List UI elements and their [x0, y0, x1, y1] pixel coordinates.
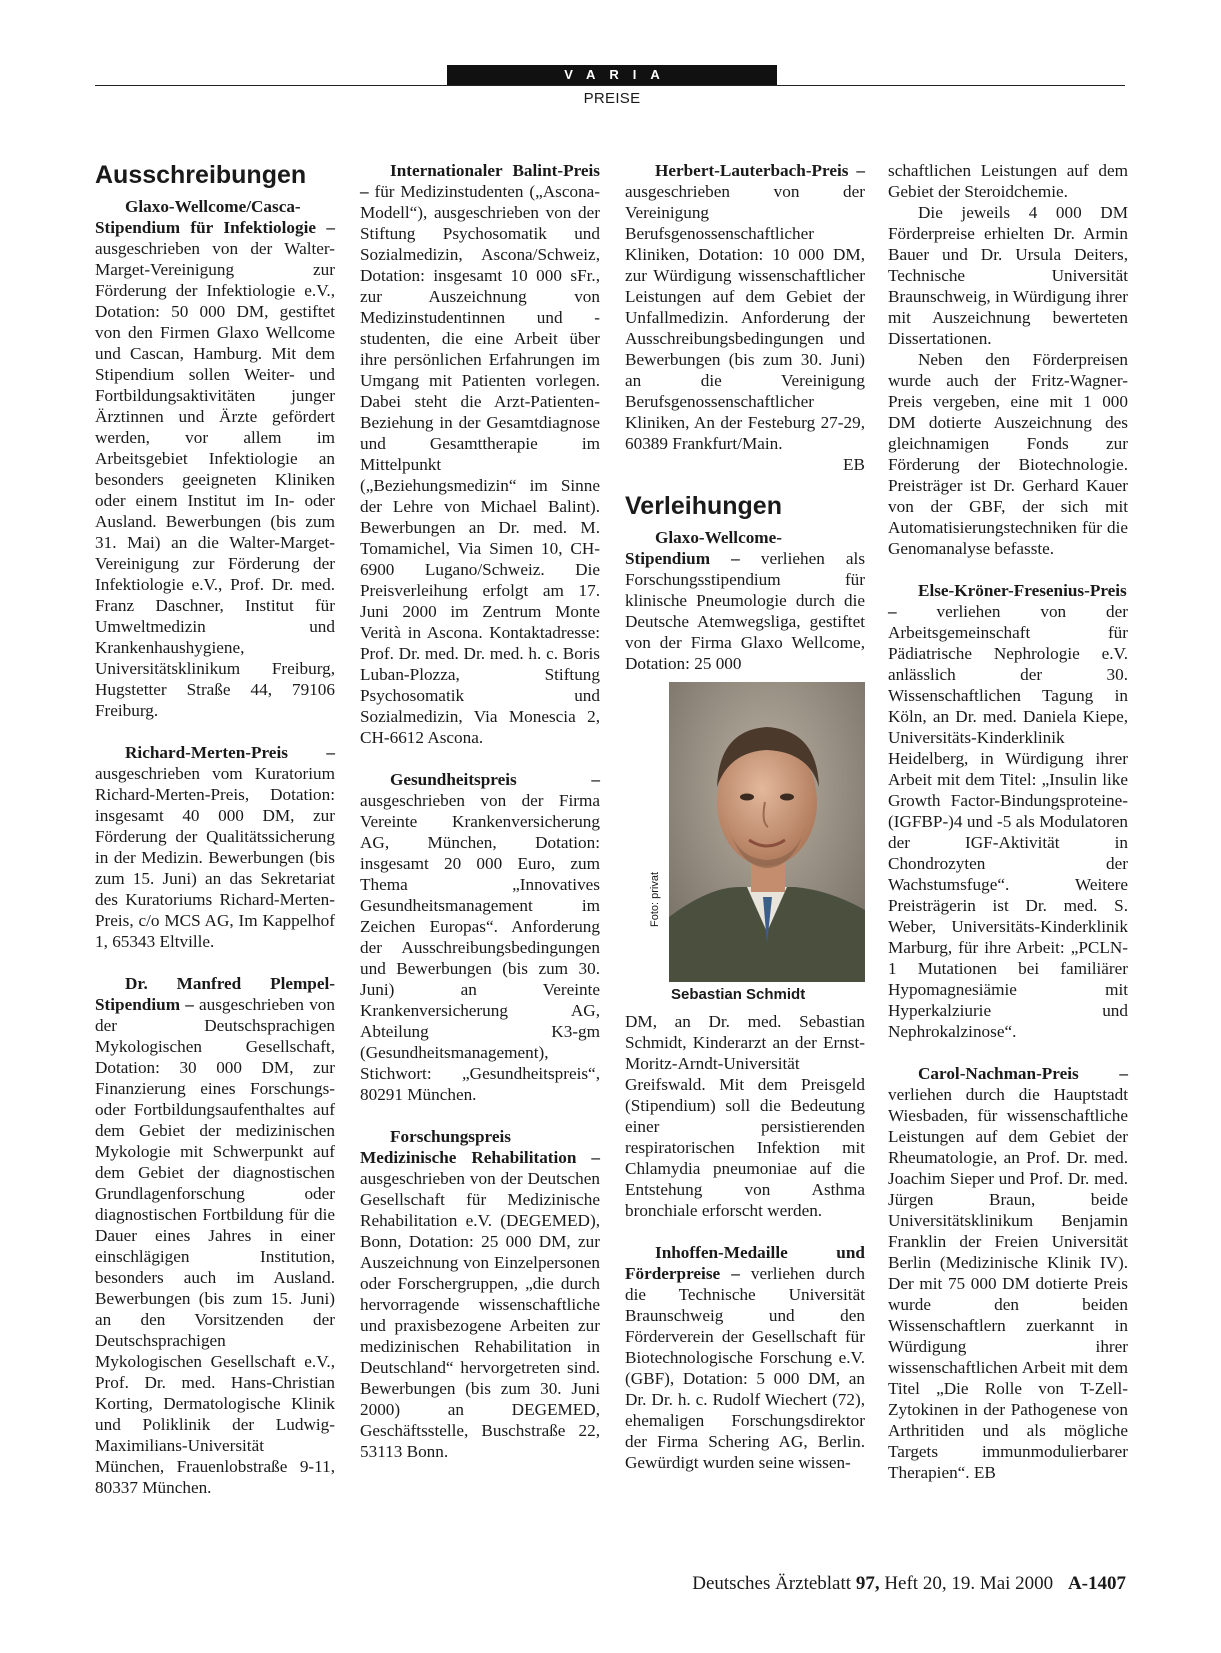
portrait-photo — [669, 682, 865, 982]
entry-title: Internationaler Balint-Preis – — [360, 161, 600, 201]
entry-gesundheitspreis — [360, 769, 600, 1105]
entry-title: Gesundheitspreis – — [390, 770, 600, 789]
entry-title: Richard-Merten-Preis – — [125, 743, 335, 762]
entry-title: Glaxo-Wellcome-Stipendium – — [625, 528, 782, 568]
entry-text: ausgeschrieben von der Vereinigung Berufsgenossenschaftlicher Kliniken, Dotation: 10 000 DM, zur Würdigung wissenschaftlicher Leistungen auf dem Gebiet der Unfallmedizin. Anforderung der Ausschreibungsbedingungen und Bewerbungen (bis zum 30. Juni) an die Vereinigung Berufsgenossenschaftlicher Kliniken, An der Festeburg 27-29, 60389 Frankfurt/Main. — [625, 182, 865, 453]
entry-text: ausgeschrieben vom Kuratorium Richard-Merten-Preis, Dotation: insgesamt 40 000 DM, zur Förderung der Qualitätssicherung in der Medizin. Bewerbungen (bis zum 15. Juni) an das Sekretariat des Kuratoriums Richard-Merten-Preis, c/o MCS AG, Im Kappelhof 1, 65343 Eltville. — [95, 764, 335, 951]
entry-text: verliehen als Forschungsstipendium für klinische Pneumologie durch die Deutsche Atemwegsliga, gestiftet von der Firma Glaxo Wellcome, Dotation: 25 000 — [625, 549, 866, 673]
entry-title: Herbert-Lauterbach-Preis – — [655, 161, 865, 180]
column-3 — [625, 160, 865, 1473]
entry-text: verliehen durch die Technische Universität Braunschweig und den Förderverein der Gesellschaft für Biotechnologische Forschung e.V. (GBF), Dotation: 5 000 DM, an Dr. Dr. h. c. Rudolf Wiechert (72), ehemaligen Forschungsdirektor der Firma Schering AG, Berlin. Gewürdigt wurden seine wissen- — [625, 1264, 865, 1472]
author-initials: EB — [843, 455, 865, 474]
entry-else-kroener — [888, 580, 1128, 1042]
entry-inhoffen-continued: schaftlichen Leistungen auf dem Gebiet der Steroidchemie. — [888, 161, 1128, 201]
section-heading-ausschreibungen: Ausschreibungen — [95, 161, 307, 189]
entry-text: ausgeschrieben von der Walter-Marget-Vereinigung zur Förderung der Infektiologie e.V., Dotation: 50 000 DM, gestiftet von den Firmen Glaxo Wellcome und Cascan, Hamburg. Mit dem Stipendium sollen Weiter- und Fortbildungsaktivitäten junger Ärztinnen und Ärzte gefördert werden, vor allem im Arbeitsgebiet Infektiologie an besonders geeigneten Kliniken oder einem Institut im In- oder Ausland. Bewerbungen (bis zum 31. Mai) an die Walter-Marget-Vereinigung zur Förderung der Infektiologie e.V., Prof. Dr. med. Franz Daschner, Institut für Umweltmedizin und Krankenhaushygiene, Universitätsklinikum Freiburg, Hugstetter Straße 44, 79106 Freiburg. — [95, 239, 335, 720]
photo-caption: Sebastian Schmidt — [671, 986, 806, 1003]
entry-title: Else-Kröner-Fresenius-Preis – — [888, 581, 1127, 621]
photo-credit: Foto: privat — [649, 871, 661, 927]
entry-title: Carol-Nachman-Preis – — [918, 1064, 1128, 1083]
journal-issue: Heft 20, 19. Mai 2000 — [884, 1573, 1054, 1594]
entry-text: ausgeschrieben von der Deutschsprachigen Mykologischen Gesellschaft, Dotation: 30 000 DM, zur Finanzierung eines Forschungs- oder Fortbildungsaufenthaltes auf dem Gebiet der medizinischen Mykologie mit Schwerpunkt auf dem Gebiet der diagnostischen Grundlagenforschung oder diagnostischen Fortbildung für die Dauer eines Jahres in einer einschlägigen Institution, besonders auch im Ausland. Bewerbungen (bis zum 15. Juni) an den Vorsitzenden der Deutschsprachigen Mykologischen Gesellschaft e.V., Prof. Dr. med. Hans-Christian Korting, Dermatologische Klinik und Poliklinik der Ludwig-Maximilians-Universität München, Frauenlobstraße 9-11, 80337 München. — [95, 995, 335, 1497]
author-initials: EB — [973, 1463, 996, 1482]
entry-title: Dr. Manfred Plempel-Stipendium – — [95, 974, 335, 1014]
column-4 — [888, 160, 1128, 1483]
entry-text: ausgeschrieben von der Firma Vereinte Krankenversicherung AG, München, Dotation: insgesamt 20 000 Euro, zum Thema „Innovatives Gesundheitsmanagement im Zeichen Europas“. Anforderung der Ausschreibungsbedingungen und Bewerbungen (bis zum 30. Juni) an Vereinte Krankenversicherung AG, Abteilung K3-gm (Gesundheitsmanagement), Stichwort: „Gesundheitspreis“, 80291 München. — [360, 791, 600, 1104]
entry-glaxo-casca — [95, 196, 335, 721]
entry-text: ausgeschrieben von der Deutschen Gesellschaft für Medizinische Rehabilitation e.V. (DEGEMED), Bonn, Dotation: 25 000 DM, zur Auszeichnung von Einzelpersonen oder Forschergruppen, „die durch hervorragende wissenschaftliche und praxisbezogene Arbeiten zur medizinischen Rehabilitation in Deutschland“ hervorgetreten sind. Bewerbungen (bis zum 30. Juni 2000) an DEGEMED, Geschäftsstelle, Buschstraße 22, 53113 Bonn. — [360, 1169, 600, 1461]
entry-plempel — [95, 973, 335, 1498]
column-1 — [95, 160, 335, 1498]
page-number: A-1407 — [1067, 1573, 1126, 1594]
portrait-figure — [649, 682, 865, 1005]
rubric-label: PREISE — [583, 90, 641, 107]
paragraph-foerderpreise: Die jeweils 4 000 DM Förderpreise erhielten Dr. Armin Bauer und Dr. Ursula Deiters, Technische Universität Braunschweig, in Würdigung ihrer mit Auszeichnung bewerteten Dissertationen. — [888, 203, 1128, 348]
page-footer — [692, 1573, 1126, 1595]
entry-glaxo-stipendium-continued: DM, an Dr. med. Sebastian Schmidt, Kinderarzt an der Ernst-Moritz-Arndt-Universität Greifswald. Mit dem Preisgeld (Stipendium) soll die Bedeutung einer persistierenden respiratorischen Infektion mit Chlamydia pneumoniae auf die Entstehung von Asthma bronchiale erforscht werden. — [625, 1012, 865, 1220]
header-rule — [95, 85, 1125, 86]
entry-lauterbach — [625, 160, 865, 475]
journal-name: Deutsches Ärzteblatt — [692, 1573, 852, 1594]
entry-title: Glaxo-Wellcome/Casca-Stipendium für Infektiologie – — [95, 197, 335, 237]
section-label: VARIA — [447, 65, 777, 85]
paragraph-fritz-wagner: Neben den Förderpreisen wurde auch der Fritz-Wagner-Preis vergeben, eine mit 1 000 DM dotierte Auszeichnung des gleichnamigen Fonds zur Förderung der Biotechnologie. Preisträger ist Dr. Gerhard Kauer von der GBF, der sich mit Automatisierungstechniken für die Genomanalyse befasste. — [888, 350, 1128, 558]
entry-text: für Medizinstudenten („Ascona-Modell“), ausgeschrieben von der Stiftung Psychosomatik und Sozialmedizin, Ascona/Schweiz, Dotation: insgesamt 10 000 sFr., zur Auszeichnung von Medizinstudentinnen und -studenten, die eine Arbeit über ihre persönlichen Erfahrungen im Umgang mit Patienten vorlegen. Dabei steht die Arzt-Patienten-Beziehung in der Gesamtdiagnose und Gesamttherapie im Mittelpunkt („Beziehungsmedizin“ im Sinne der Lehre von Michael Balint). Bewerbungen an Dr. med. M. Tomamichel, Via Simen 10, CH-6900 Lugano/Schweiz. Die Preisverleihung erfolgt am 17. Juni 2000 im Zentrum Monte Verità in Ascona. Kontaktadresse: Prof. Dr. med. Dr. med. h. c. Boris Luban-Plozza, Stiftung Psychosomatik und Sozialmedizin, Via Monescia 2, CH-6612 Ascona. — [360, 182, 601, 747]
entry-title: Forschungspreis Medizinische Rehabilitation – — [360, 1127, 600, 1167]
entry-forschungspreis — [360, 1126, 600, 1462]
journal-volume: 97, — [855, 1573, 880, 1594]
section-heading-verleihungen: Verleihungen — [625, 492, 782, 520]
entry-text: verliehen von der Arbeitsgemeinschaft für Pädiatrische Nephrologie e.V. anlässlich der 30. Wissenschaftlichen Tagung in Köln, an Dr. med. Daniela Kiepe, Universitäts-Kinderklinik Heidelberg, in Würdigung ihrer Arbeit mit dem Titel: „Insulin like Growth Factor-Bindungsproteine-(IGFBP-)4 und -5 als Modulatoren der IGF-Aktivität in Chondrozyten der Wachstumsfuge“. Weitere Preisträgerin ist Dr. med. S. Weber, Universitäts-Kinderklinik Marburg, für ihre Arbeit: „PCLN-1 Mutationen bei familiärer Hypomagnesiämie mit Hyperkalziurie und Nephrokalzinose“. — [888, 602, 1129, 1041]
entry-carol-nachman — [888, 1063, 1128, 1483]
column-2 — [360, 160, 600, 1462]
entry-title: Inhoffen-Medaille und Förderpreise – — [625, 1243, 865, 1283]
entry-balint — [360, 160, 600, 748]
entry-text: verliehen durch die Hauptstadt Wiesbaden, für wissenschaftliche Leistungen auf dem Gebiet der Rheumatologie, an Prof. Dr. med. Joachim Sieper und Prof. Dr. med. Jürgen Braun, beide Universitätsklinikum Benjamin Franklin der Freien Universität Berlin (Medizinische Klinik IV). Der mit 75 000 DM dotierte Preis wurde den beiden Wissenschaftlern zuerkannt in Würdigung ihrer wissenschaftlichen Arbeit mit dem Titel „Die Rolle von T-Zell-Zytokinen in der Pathogenese von Arthritiden und als mögliche Targets immunmodulierbarer Therapien“. — [888, 1085, 1128, 1482]
entry-glaxo-stipendium — [625, 527, 865, 674]
entry-richard-merten — [95, 742, 335, 952]
entry-inhoffen — [625, 1242, 865, 1473]
